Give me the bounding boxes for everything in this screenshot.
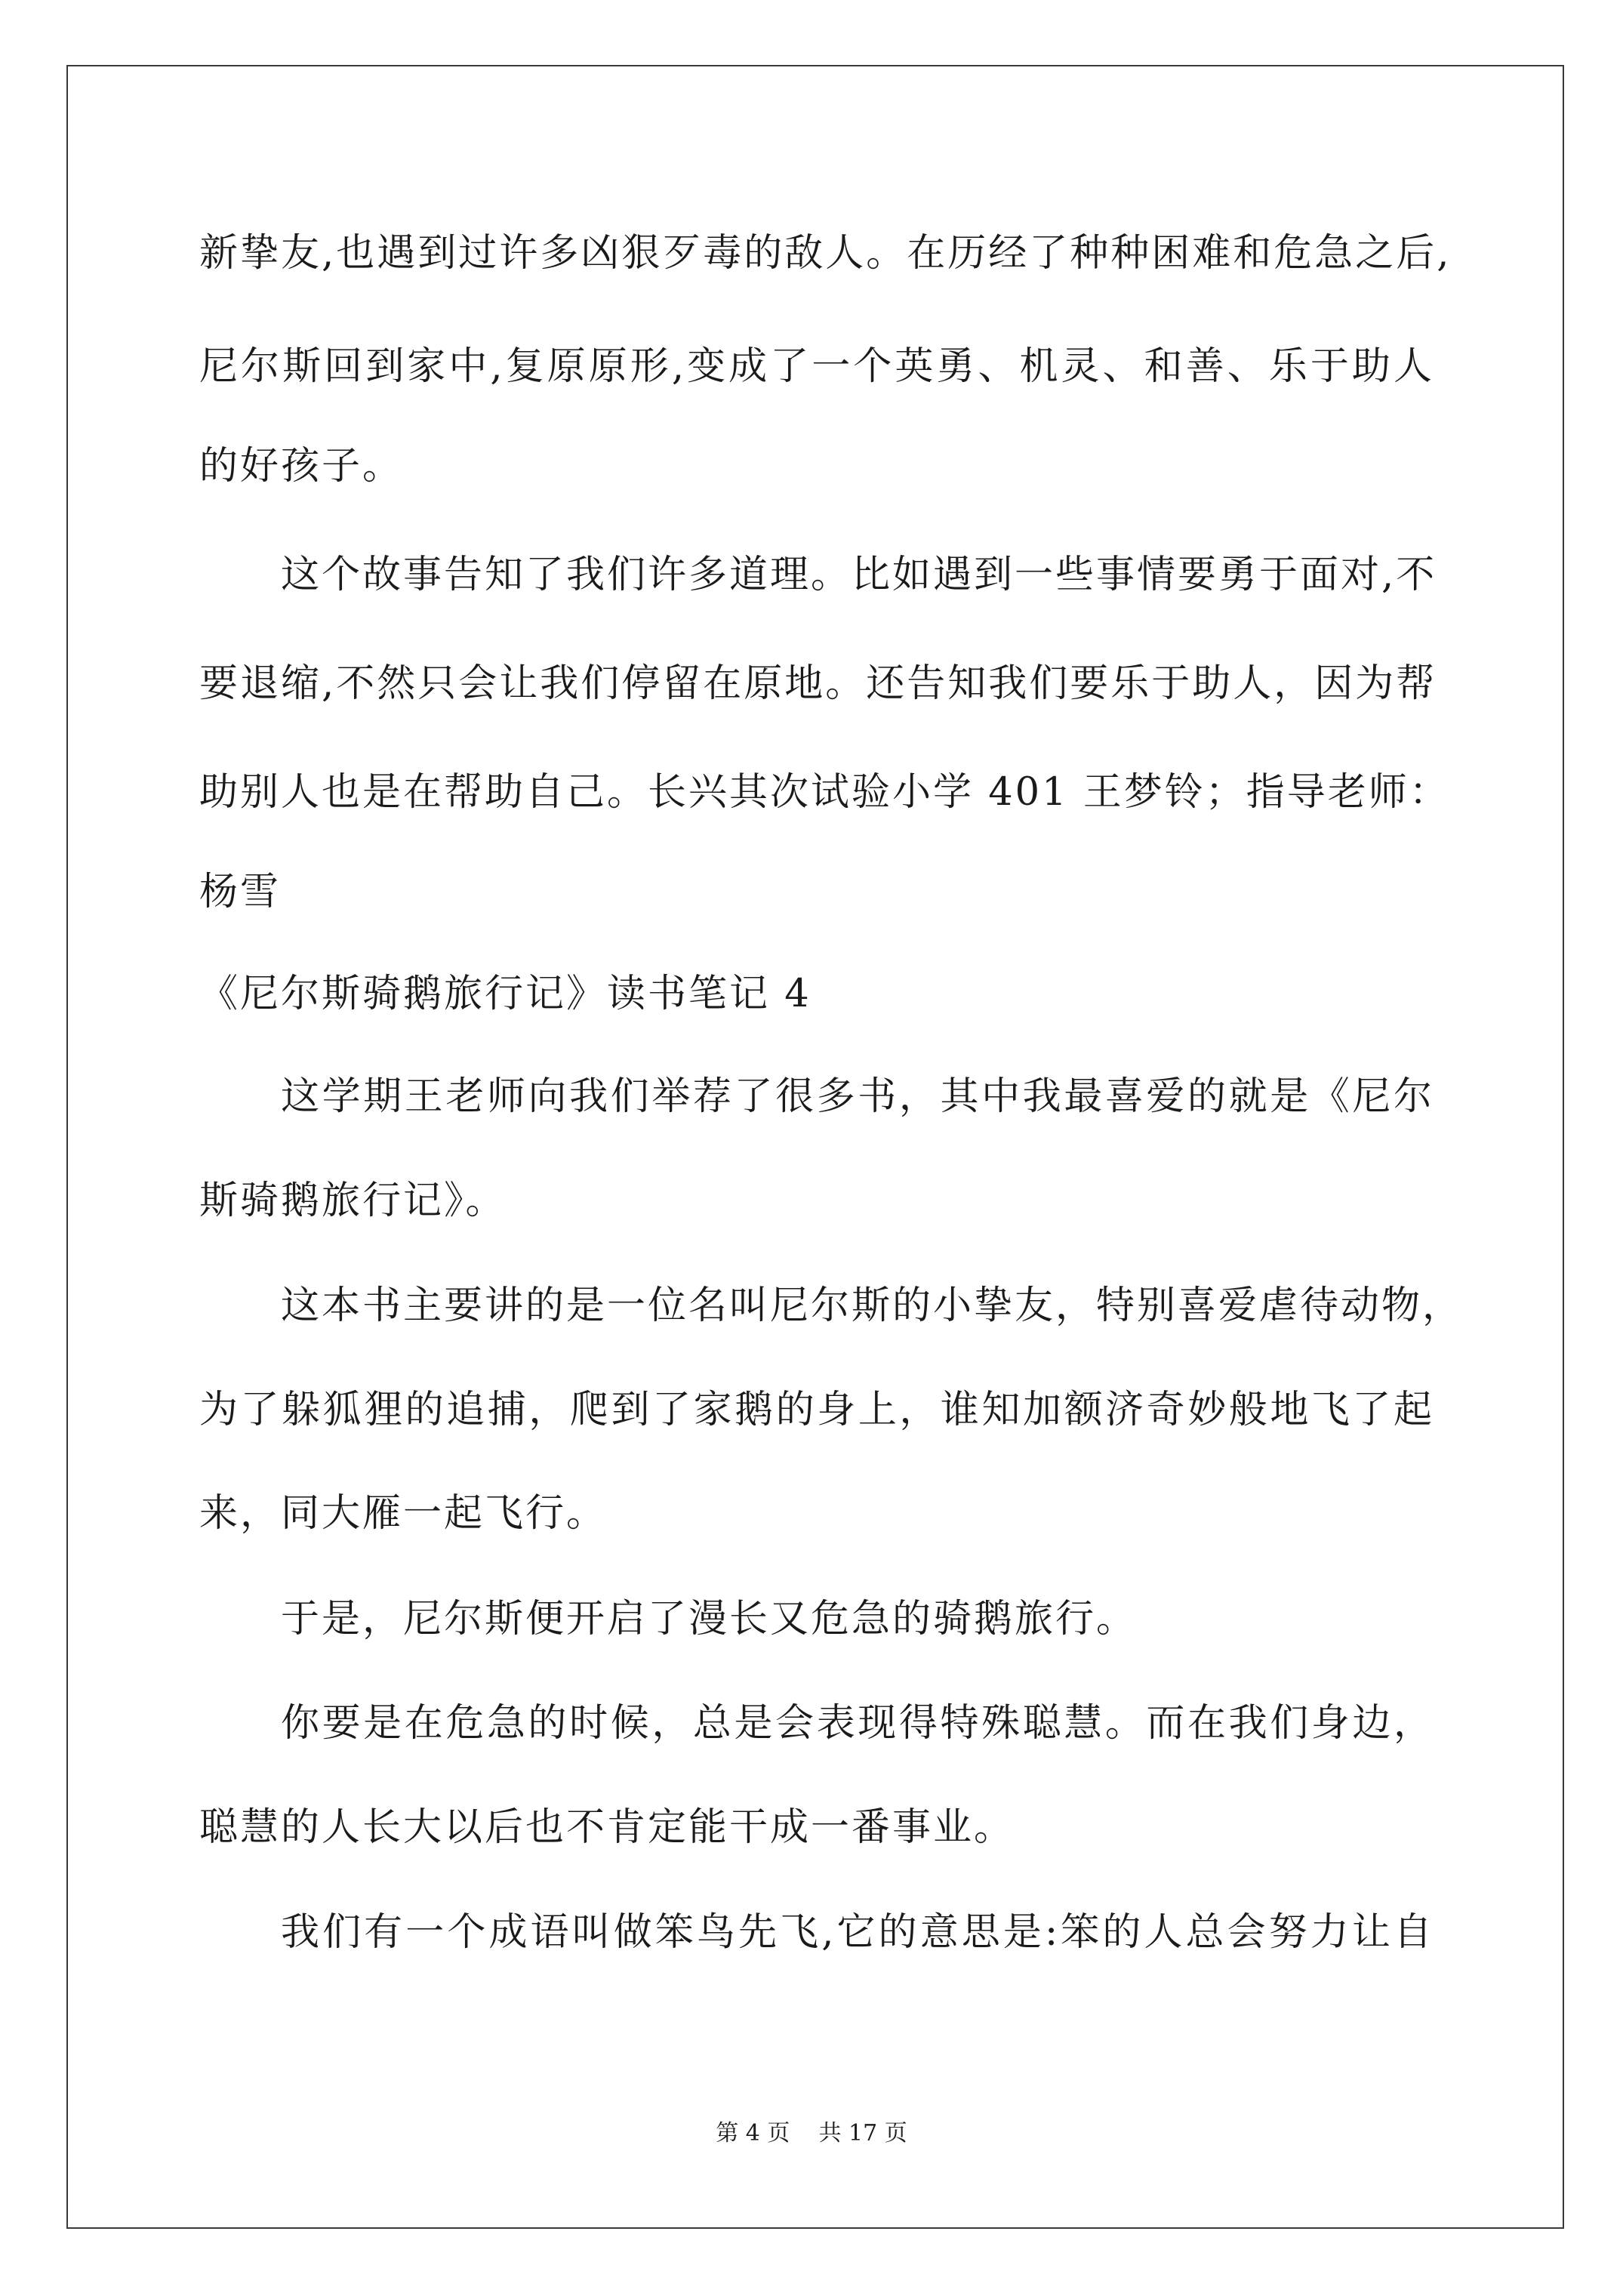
text-line: 新挚友,也遇到过许多凶狠歹毒的敌人。在历经了种种困难和危急之后,	[199, 231, 1452, 276]
page-number-footer: 第 4 页 共 17 页	[716, 2120, 907, 2147]
paragraph-first-line: 这个故事告知了我们许多道理。比如遇到一些事情要勇于面对,不	[281, 553, 1437, 597]
paragraph-first-line: 我们有一个成语叫做笨鸟先飞,它的意思是:笨的人总会努力让自	[281, 1910, 1434, 1955]
text-line: 杨雪	[199, 870, 282, 914]
text-line: 尼尔斯回到家中,复原原形,变成了一个英勇、机灵、和善、乐于助人	[199, 344, 1434, 389]
text-line: 的好孩子。	[199, 444, 404, 488]
paragraph-first-line: 这本书主要讲的是一位名叫尼尔斯的小挚友，特别喜爱虐待动物，	[281, 1284, 1464, 1328]
paragraph-first-line: 这学期王老师向我们举荐了很多书，其中我最喜爱的就是《尼尔	[281, 1074, 1434, 1119]
text-line: 来，同大雁一起飞行。	[199, 1491, 608, 1536]
paragraph-first-line: 于是，尼尔斯便开启了漫长又危急的骑鹅旅行。	[281, 1597, 1138, 1641]
text-line: 斯骑鹅旅行记》。	[199, 1179, 507, 1223]
text-line: 为了躲狐狸的追捕，爬到了家鹅的身上，谁知加额济奇妙般地飞了起	[199, 1388, 1434, 1432]
text-line: 聪慧的人长大以后也不肯定能干成一番事业。	[199, 1805, 1015, 1850]
paragraph-first-line: 你要是在危急的时候，总是会表现得特殊聪慧。而在我们身边，	[281, 1701, 1434, 1746]
section-heading: 《尼尔斯骑鹅旅行记》读书笔记 4	[199, 972, 812, 1016]
text-line: 助别人也是在帮助自己。长兴其次试验小学 401 王梦铃；指导老师：	[199, 770, 1450, 815]
text-line: 要退缩,不然只会让我们停留在原地。还告知我们要乐于助人，因为帮	[199, 661, 1437, 706]
